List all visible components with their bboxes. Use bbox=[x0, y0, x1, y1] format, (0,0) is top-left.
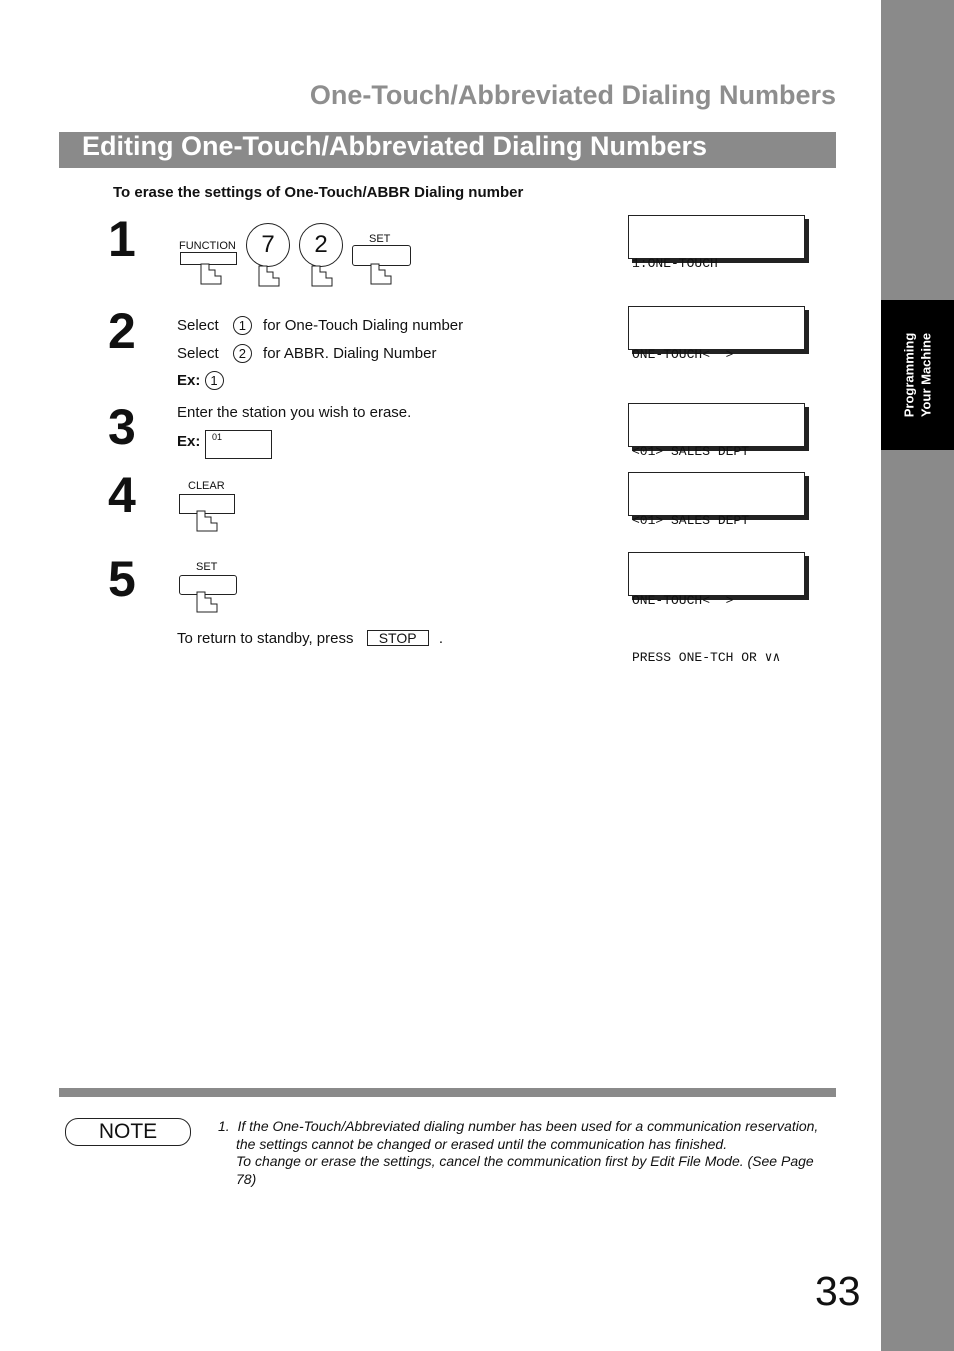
side-tab-label bbox=[881, 300, 954, 450]
select-label-1: Select bbox=[177, 317, 219, 334]
step-number-4: 4 bbox=[108, 467, 136, 523]
lcd-1-line-1: 1:ONE-TOUCH bbox=[632, 256, 718, 271]
function-key-label: FUNCTION bbox=[179, 240, 236, 252]
example-label: Ex: bbox=[177, 372, 201, 389]
step-number-5: 5 bbox=[108, 551, 136, 607]
subtitle: To erase the settings of One-Touch/ABBR Dialing number bbox=[113, 184, 524, 201]
step-2-option-1 bbox=[177, 316, 463, 335]
step-2-option-2 bbox=[177, 344, 436, 363]
section-title: One-Touch/Abbreviated Dialing Numbers bbox=[309, 80, 836, 110]
example-key-icon: 1 bbox=[205, 371, 224, 390]
clear-key-label: CLEAR bbox=[188, 480, 225, 492]
note-number: 1. bbox=[218, 1118, 230, 1134]
step-2-example bbox=[177, 371, 224, 390]
lcd-display-2 bbox=[628, 306, 805, 362]
set-key-label: SET bbox=[369, 233, 391, 245]
lcd-2-line-1: ONE-TOUCH< > bbox=[632, 347, 734, 362]
option-2-text: for ABBR. Dialing Number bbox=[263, 345, 437, 362]
finger-press-icon bbox=[190, 505, 230, 537]
return-instruction bbox=[177, 630, 443, 647]
lcd-display-1 bbox=[628, 215, 805, 271]
key-2-icon: 2 bbox=[233, 344, 252, 363]
side-tab-line2: Your Machine bbox=[918, 332, 934, 418]
finger-press-icon bbox=[190, 586, 230, 618]
lcd-4-line-1: <01> SALES DEPT bbox=[632, 513, 750, 528]
page-title: Editing One-Touch/Abbreviated Dialing Numbers bbox=[82, 131, 708, 161]
note-line-1: If the One-Touch/Abbreviated dialing number has been used for a communication reservation, bbox=[237, 1118, 819, 1134]
key-7[interactable]: 7 bbox=[246, 223, 290, 267]
select-label-2: Select bbox=[177, 345, 219, 362]
return-text: To return to standby, press bbox=[177, 630, 354, 647]
step-3-example-label: Ex: bbox=[177, 433, 201, 450]
note-badge: NOTE bbox=[65, 1118, 191, 1146]
option-1-text: for One-Touch Dialing number bbox=[263, 317, 464, 334]
step-number-2: 2 bbox=[108, 303, 136, 359]
page-number: 33 bbox=[815, 1268, 861, 1314]
side-bar bbox=[881, 0, 954, 1351]
key-1-icon: 1 bbox=[233, 316, 252, 335]
note-line-3: To change or erase the settings, cancel the communication first by Edit File Mode. (See Page bbox=[236, 1153, 814, 1169]
lcd-display-3 bbox=[628, 403, 805, 459]
set-key-label-2: SET bbox=[196, 561, 218, 573]
divider-bar bbox=[59, 1088, 836, 1097]
lcd-3-line-1: <01> SALES DEPT bbox=[632, 444, 750, 459]
stop-key[interactable]: STOP bbox=[367, 630, 429, 646]
one-touch-key-label: 01 bbox=[212, 432, 223, 442]
note-text bbox=[218, 1118, 838, 1188]
lcd-5-line-2: PRESS ONE-TCH OR ∨∧ bbox=[632, 650, 781, 665]
step-3-instruction: Enter the station you wish to erase. bbox=[177, 404, 412, 421]
lcd-display-5 bbox=[628, 552, 805, 665]
note-line-4: 78) bbox=[236, 1170, 257, 1187]
step-number-1: 1 bbox=[108, 211, 136, 267]
lcd-display-4 bbox=[628, 472, 805, 528]
finger-press-icons bbox=[195, 258, 415, 290]
side-tab-line1: Programming bbox=[901, 332, 917, 418]
key-2[interactable]: 2 bbox=[299, 223, 343, 267]
step-number-3: 3 bbox=[108, 399, 136, 455]
note-line-2: the settings cannot be changed or erased until the communication has finished. bbox=[236, 1135, 728, 1152]
return-period: . bbox=[438, 630, 443, 647]
lcd-5-line-1: ONE-TOUCH< > bbox=[632, 593, 734, 608]
one-touch-key-01[interactable] bbox=[205, 430, 272, 459]
